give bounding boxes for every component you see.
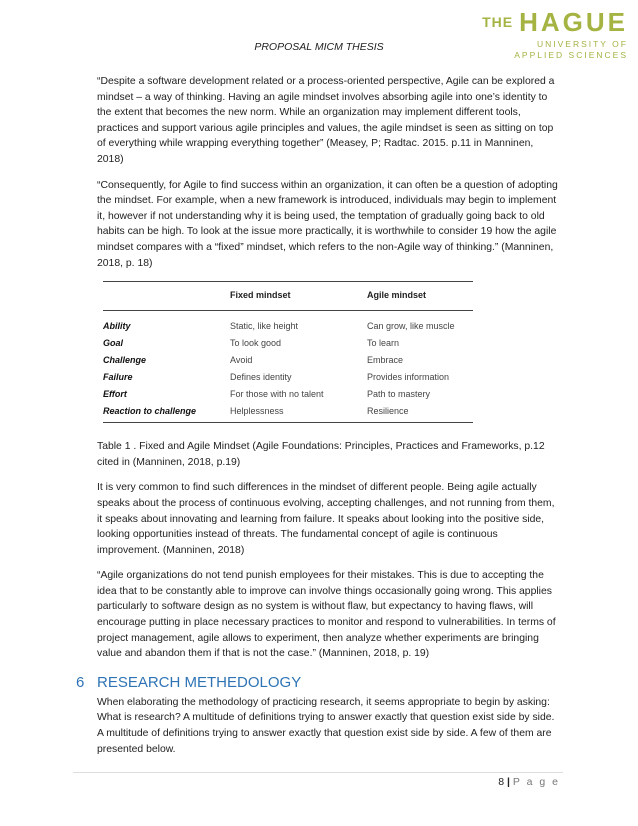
table-cell: Avoid: [230, 354, 253, 365]
table-row: [103, 402, 473, 423]
table-header: [103, 282, 230, 311]
paragraph: “Consequently, for Agile to find success within an organization, it can often be a question of adopting the mindset. For example, when a new framework is introduced, individuals may begin to implement it, however if not understanding why it is being used, the temptation of gradually going back to old habits can be high. To look at the issue more practically, it is worthwhile to consider 19 how the agile mindset compares with a “fixed” mindset, which refers to the non-Agile way of thinking.” (Manninen, 2018, p. 18): [97, 179, 558, 269]
table-cell: To look good: [230, 337, 282, 348]
table-cell: Reaction to challenge: [103, 402, 230, 423]
logo-name: HAGUE: [519, 7, 628, 37]
table-row: [103, 311, 473, 335]
paragraph: “Agile organizations do not tend punish employees for their mistakes. This is due to accepting the idea that to be constantly able to improve can involve things occasionally going wrong. This applies particularly to software design as no system is without flaw, but expectancy to having flaws, will encourage putting in place necessary practices to monitor and respond to vulnerabilities. In terms of project management, agile allows to experiment, then analyze whether experiments are bringing value and abandon them if that is not the case.” (Manninen, 2018, p. 19): [97, 570, 556, 660]
table-row: [103, 334, 473, 351]
paragraph: It is very common to find such differences in the mindset of different people. Being agile actually speaks about the process of continuous evolving, accepting challenges, and not running from them, it speaks about innovating and learning from failure. It speaks about looking into the positive side, looking opportunities instead of threats. The fundamental concept of agile is continuous improvement. (Manninen, 2018): [97, 482, 555, 556]
table-cell: Resilience: [367, 402, 473, 423]
table-cell: Can grow, like muscle: [367, 320, 455, 331]
paragraph: When elaborating the methodology of practicing research, it seems appropriate to begin by asking: What is research? A multitude of definitions trying to answer exactly that question exist side by side. A multitude of definitions trying to answer exactly that question exist side by side. A few of them are presented below.: [97, 696, 555, 755]
table-cell: Challenge: [103, 354, 147, 365]
table-cell: Embrace: [367, 354, 404, 365]
page-footer: [498, 776, 560, 788]
page-word: P a g e: [512, 776, 560, 788]
table-cell: Path to mastery: [367, 388, 431, 399]
logo-the: THE: [482, 14, 514, 30]
table-row: [103, 368, 473, 385]
table-cell: For those with no talent: [230, 388, 324, 399]
table-cell: Goal: [103, 337, 124, 348]
table-header: Agile mindset: [367, 282, 473, 311]
table-row: [103, 351, 473, 368]
table-cell: Defines identity: [230, 371, 292, 382]
table-cell: Provides information: [367, 371, 450, 382]
table-cell: Static, like height: [230, 320, 299, 331]
section-heading: [76, 674, 562, 691]
university-logo: [482, 7, 628, 61]
logo-line1: UNIVERSITY OF: [536, 39, 628, 49]
table-row: [103, 385, 473, 402]
section-number: 6: [76, 673, 85, 691]
footer-separator: |: [507, 776, 510, 788]
logo-line2: APPLIED SCIENCES: [514, 50, 628, 60]
section-title: RESEARCH METHEDOLOGY: [97, 673, 302, 691]
mindset-table: [103, 281, 473, 423]
table-cell: Failure: [103, 371, 133, 382]
table-header: Fixed mindset: [230, 282, 367, 311]
table-cell: Ability: [103, 320, 131, 331]
table-cell: To learn: [367, 337, 400, 348]
table-cell: Effort: [103, 388, 127, 399]
table-caption: Table 1 . Fixed and Agile Mindset (Agile Foundations: Principles, Practices and Frameworks, p.12 cited in (Manninen, 2018, p.19): [97, 441, 545, 468]
table-cell: Helplessness: [230, 402, 367, 423]
page-body: [76, 74, 562, 767]
page-number: 8: [498, 776, 505, 788]
running-header: PROPOSAL MICM THESIS: [254, 41, 384, 53]
paragraph: “Despite a software development related or a process-oriented perspective, Agile can be explored a mindset – a way of thinking. Having an agile mindset involves absorbing agile into one’s identity to the extent that becomes the new norm. While an organization may implement different tools, practices and support various agile principles and values, the agile mindset is seen as sitting on top of everything while wrapping everything together” (Measey, P; Radtac. 2015. p.11 in Manninen, 2018): [97, 76, 555, 165]
footer-divider: [73, 772, 563, 773]
